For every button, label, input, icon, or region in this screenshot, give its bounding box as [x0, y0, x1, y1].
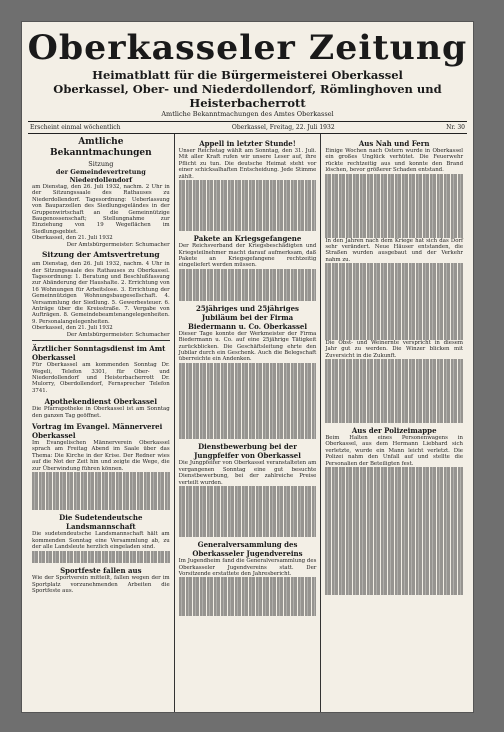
- column-middle: [175, 134, 322, 712]
- article-heading: Apothekendienst Oberkassel: [44, 397, 158, 407]
- article-body: Einige Wochen nach Ostern wurde in Oberkassel ein großes Unglück verhütet. Die Feuerwehr rückte rechtzeitig aus und konnte den Brand löschen, bevor größerer Schaden entstand.: [325, 148, 464, 174]
- text-line: [325, 417, 463, 423]
- text-line: [179, 609, 317, 615]
- section-heading: Amtliche Bekanntmachungen: [50, 137, 152, 158]
- article-body: Der Reichsverband der Kriegsbeschädigten und Kriegsteilnehmer macht darauf aufmerksam, daß Pakete an Kriegsgefangene rechtzeitig eingeliefert werden müssen.: [178, 243, 317, 269]
- masthead-notice: Amtliche Bekanntmachungen des Amtes Oberkassel: [161, 110, 334, 118]
- text-line: [179, 531, 317, 537]
- column-right: [321, 134, 467, 712]
- masthead: [22, 22, 473, 119]
- article-heading: Ärztlicher Sonntagsdienst im Amt Oberkassel: [32, 344, 166, 363]
- issue-info-bar: [28, 121, 467, 134]
- newspaper-page: [22, 22, 473, 712]
- article-heading: Die Sudetendeutsche Landsmannschaft: [59, 513, 143, 532]
- article-body: Die sudetendeutsche Landsmannschaft hält am kommenden Sonntag eine Versammlung ab, zu der alle Landsleute herzlich eingeladen sind.: [32, 531, 170, 551]
- article-heading: 25jähriges und 25jähriges Jubiläum bei der Firma Biedermann u. Co. Oberkassel: [187, 303, 308, 331]
- article-body: Für Oberkassel am kommenden Sonntag Dr. Wegeli, Telefon 3301, für Ober- und Niederdollendorf und Heisterbacherrott Dr. Mulorry, Oberdollendorf, Fernsprecher Telefon 3741.: [32, 362, 170, 394]
- article-body: Im Evangelischen Männerverein Oberkassel sprach am Freitag Abend im Saale über das Thema: Die Kirche in der Krise. Der Redner wies auf die Not der Zeit hin und zeigte die Wege, die zur Überwindung führen können.: [32, 439, 170, 472]
- article-body: Die Pfarrapotheke in Oberkassel ist am Sonntag den ganzen Tag geöffnet.: [32, 406, 170, 419]
- article-heading: Sitzung der Amtsvertretung: [42, 250, 160, 260]
- text-line: [325, 588, 463, 594]
- text-line: [32, 557, 170, 563]
- article-heading: Generalversammlung des Oberkasseler Jugendvereins: [192, 540, 303, 559]
- article-heading: Aus der Polizeimappe: [351, 425, 437, 435]
- text-line: [325, 333, 463, 339]
- column-left: [28, 134, 175, 712]
- article-heading: Appell in letzter Stunde!: [199, 139, 296, 148]
- text-line: [32, 504, 170, 510]
- article-heading: Vortrag im Evangel. Männerverei Oberkassel: [32, 421, 163, 440]
- article-heading: Aus Nah und Fern: [358, 139, 430, 148]
- article-body: Die Obst- und Weinernte verspricht in diesem Jahr gut zu werden. Die Winzer blicken mit Zuversicht in die Zukunft.: [325, 339, 464, 359]
- article-body: am Dienstag, den 26. Juli 1932, nachm. 2 Uhr in der Sitzungssaale des Rathauses zu Niederdollendorf. Tagesordnung: Ueberlassung von Bauparzellen des Siedlungsgeländes in der Gruppenwirtschaft an die Gemeinnützige Baugenossenschaft; Stellungnahme zur Einziehung von 19 Wegeflächen im Siedlungsgebiet.: [32, 184, 170, 235]
- article-subheading: der Gemeindevertretung Niederdollendorf: [55, 168, 146, 184]
- article-heading: Sitzung: [88, 160, 114, 168]
- text-line: [179, 433, 317, 439]
- article-columns: [28, 134, 467, 712]
- text-line: [325, 231, 463, 237]
- text-line: [179, 294, 317, 300]
- article-body: Unser Reichstag wählt am Sonntag, den 31. Juli. Mit aller Kraft rufen wir unsere Leser auf, ihre Pflicht zu tun. Die deutsche Heimat steht vor einer schicksalhaften Entscheidung. Jede Stimme zählt.: [178, 148, 317, 180]
- text-line: [179, 225, 317, 231]
- signature-name: Der Amtsbürgermeister: Schumacher: [66, 241, 170, 248]
- signature-name: Der Amtsbürgermeister: Schumacher: [66, 331, 170, 338]
- masthead-localities: Oberkassel, Ober- und Niederdollendorf, Römlinghoven und Heisterbacherrott: [53, 82, 442, 110]
- masthead-subtitle: Heimatblatt für die Bürgermeisterei Oberkassel: [92, 68, 403, 82]
- article-body: Die Jungpfeifer von Oberkassel veranstalteten am vergangenen Sonntag eine gut besuchte Dienstbewerbung, bei der zahlreiche Preise verteilt wurden.: [178, 460, 317, 486]
- article-body: Dieser Tage konnte der Werkmeister der Firma Biedermann u. Co. auf eine 25jährige Tätigkeit zurückblicken. Die Geschäftsleitung ehrte den Jubilar durch ein Geschenk. Auch die Belegschaft überreichte ein Andenken.: [178, 330, 317, 363]
- signature-place: Oberkassel, den 21. Juli 1932: [32, 325, 113, 332]
- article-heading: Dienstbewerbung bei der Jungpfeifer von Oberkassel: [194, 442, 301, 461]
- article-body: Beim Halten eines Personenwagens in Oberkassel, aus dem Hermann Liebhard sich verletzte, wurde ein Mann leicht verletzt. Die Polizei nahm den Unfall auf und stellte die Personalien der Beteiligten fest.: [325, 434, 464, 467]
- article-body: am Dienstag, den 26. Juli 1932, nachm. 4 Uhr in der Sitzungssaale des Rathauses zu Oberkassel. Tagesordnung: 1. Beratung und Beschlußfassung zur Abänderung der Haushalte. 2. Errichtung von 16 Wohnungen für Arbeitslose. 3. Errichtung der Gemeinnützigen Wohnungsbaugesellschaft. 4. Versammlung der Siedlung. 5. Gewerbesteuer. 6. Anträge über die Kreisstraße. 7. Vergabe von Aufträgen. 8. Gemeindebeamtenangelegenheiten. 9. Personalangelegenheiten.: [32, 261, 170, 325]
- article-body: Im Jugendheim fand die Generalversammlung des Oberkasseler Jugendvereins statt. Der Vorsitzende erstattete den Jahresbericht.: [178, 558, 317, 578]
- article-heading: Pakete an Kriegsgefangene: [193, 234, 302, 244]
- newspaper-title: Oberkasseler Zeitung: [27, 28, 468, 68]
- publication-frequency: Erscheint einmal wöchentlich: [30, 124, 121, 131]
- article-body: In den Jahren nach dem Kriege hat sich das Dorf sehr verändert. Neue Häuser entstanden, die Straßen wurden ausgebaut und der Verkehr nahm zu.: [325, 237, 464, 263]
- signature-place: Oberkassel, den 21. Juli 1932: [32, 235, 113, 242]
- article-body: Wie der Sportverein mitteilt, fallen wegen der im Sportplatz vorzunehmenden Arbeiten die Sportfeste aus.: [32, 575, 170, 595]
- article-heading: Sportfeste fallen aus: [60, 566, 142, 576]
- issue-number: Nr. 30: [446, 124, 465, 131]
- issue-date: Oberkassel, Freitag, 22. Juli 1932: [231, 124, 335, 131]
- divider: [32, 340, 170, 341]
